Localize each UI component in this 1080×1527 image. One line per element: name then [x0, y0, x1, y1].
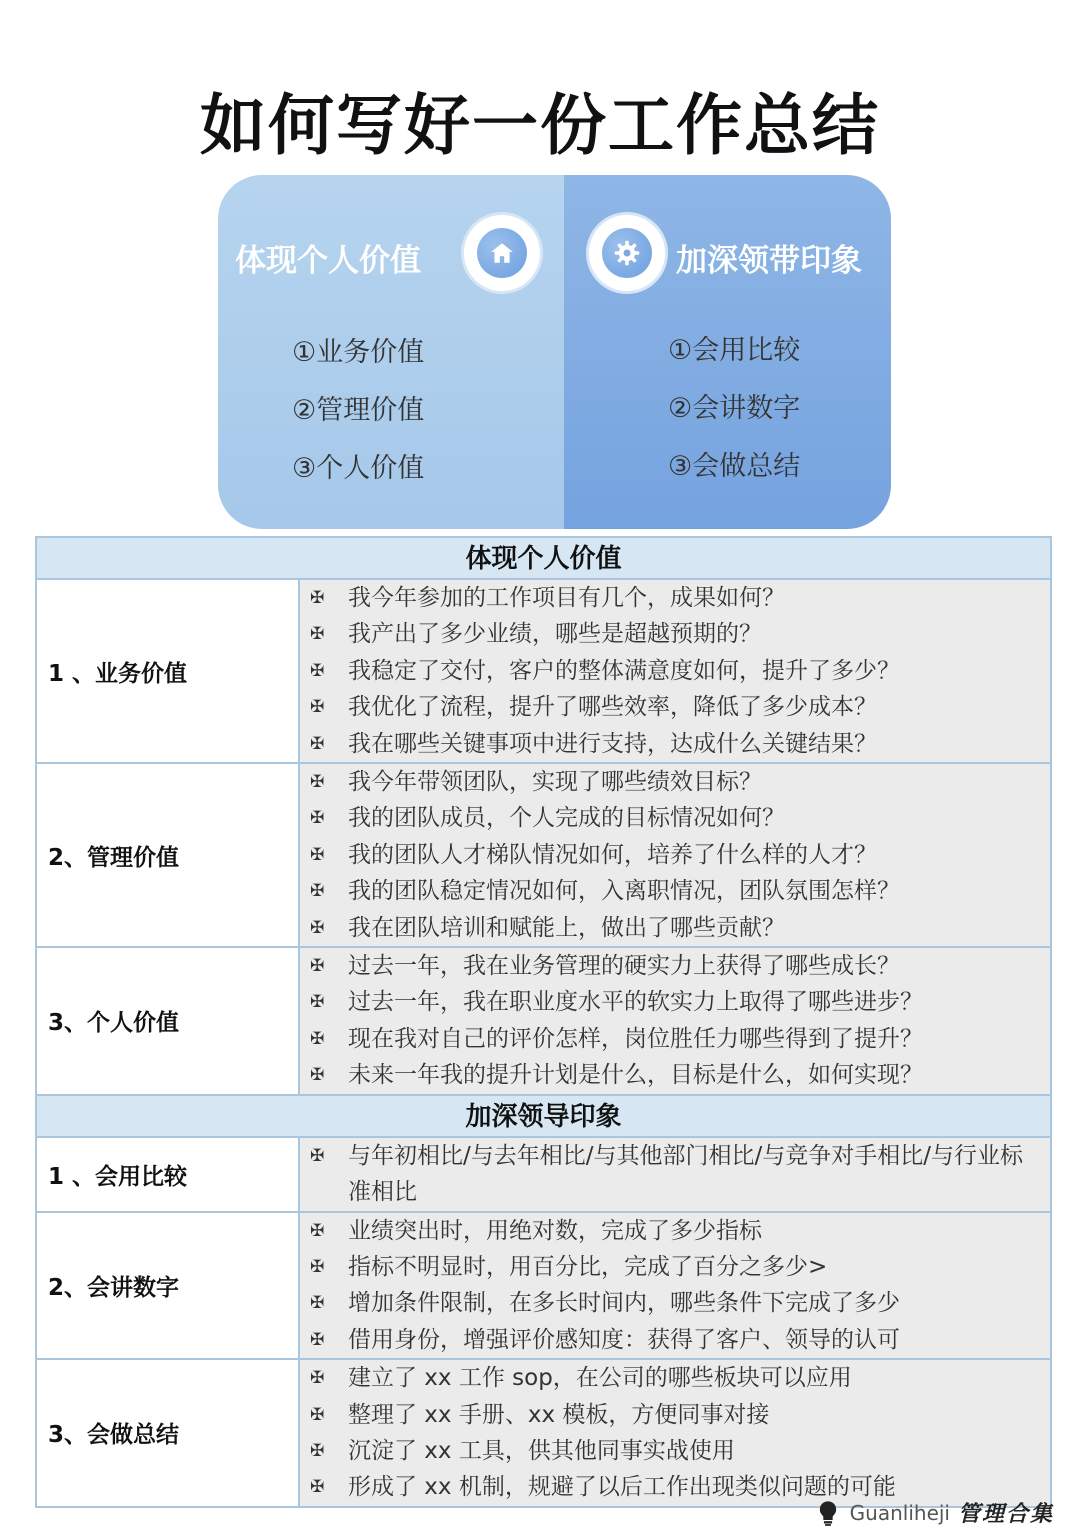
list-item: ✠ 我的团队成员，个人完成的目标情况如何？: [310, 800, 1050, 836]
table-row: [37, 1213, 1050, 1361]
cross-bullet-icon: ✠: [310, 992, 325, 1013]
summary-card-left: [218, 175, 564, 529]
page-title: 如何写好一份工作总结: [200, 86, 880, 164]
cross-bullet-icon: ✠: [310, 733, 325, 754]
row-items: [300, 948, 1050, 1094]
table-row: [37, 580, 1050, 764]
table-row: [37, 948, 1050, 1096]
table-row: [37, 1360, 1050, 1506]
summary-card: [218, 175, 891, 529]
footer-brand: [814, 1497, 1054, 1527]
list-item: ✠ 指标不明显时，用百分比，完成了百分之多少>: [310, 1249, 1050, 1285]
cross-bullet-icon: ✠: [310, 1404, 325, 1425]
cross-bullet-icon: ✠: [310, 1065, 325, 1086]
summary-table: [35, 536, 1052, 1508]
home-icon: [461, 212, 543, 294]
cross-bullet-icon: ✠: [310, 660, 325, 681]
list-item: ✠ 我的团队人才梯队情况如何，培养了什么样的人才？: [310, 837, 1050, 873]
list-item: ✠ 沉淀了 xx 工具，供其他同事实战使用: [310, 1433, 1050, 1469]
row-label: 2、会讲数字: [37, 1213, 300, 1359]
cross-bullet-icon: ✠: [310, 1368, 325, 1389]
list-item: ✠ 我的团队稳定情况如何，入离职情况，团队氛围怎样？: [310, 873, 1050, 909]
brand-cn: 管理合集: [957, 1501, 1054, 1527]
list-item: ✠ 未来一年我的提升计划是什么，目标是什么，如何实现？: [310, 1057, 1050, 1093]
lightbulb-icon: [814, 1499, 842, 1527]
row-items: [300, 1138, 1050, 1211]
left-heading: 体现个人价值: [235, 243, 421, 279]
gear-icon: [586, 212, 668, 294]
list-item: ✠ 我优化了流程，提升了哪些效率，降低了多少成本？: [310, 689, 1050, 725]
right-list: [668, 322, 800, 496]
cross-bullet-icon: ✠: [310, 1440, 325, 1461]
cross-bullet-icon: ✠: [310, 588, 325, 608]
row-label: 3、会做总结: [37, 1360, 300, 1506]
table-row: [37, 1138, 1050, 1213]
list-item: ✠ 形成了 xx 机制，规避了以后工作出现类似问题的可能: [310, 1469, 1050, 1505]
list-item: ②管理价值: [292, 395, 425, 426]
cross-bullet-icon: ✠: [310, 697, 325, 718]
cross-bullet-icon: ✠: [310, 844, 325, 865]
right-heading: 加深领带印象: [676, 243, 862, 279]
row-items: [300, 1213, 1050, 1359]
list-item: ✠ 过去一年，我在业务管理的硬实力上获得了哪些成长？: [310, 948, 1050, 984]
list-item: ✠ 过去一年，我在职业度水平的软实力上取得了哪些进步？: [310, 984, 1050, 1020]
list-item: ✠ 我今年带领团队，实现了哪些绩效目标？: [310, 764, 1050, 800]
left-list: [292, 324, 424, 498]
cross-bullet-icon: ✠: [310, 917, 325, 938]
list-item: ✠ 我在哪些关键事项中进行支持，达成什么关键结果？: [310, 726, 1050, 762]
summary-card-right: [564, 175, 891, 529]
list-item: ✠ 我今年参加的工作项目有几个，成果如何？: [310, 580, 1050, 616]
list-item: ✠ 借用身份，增强评价感知度：获得了客户、领导的认可: [310, 1322, 1050, 1358]
cross-bullet-icon: ✠: [310, 1293, 325, 1314]
cross-bullet-icon: ✠: [310, 1477, 325, 1498]
list-item: ③会做总结: [668, 451, 801, 482]
list-item: ✠ 我产出了多少业绩，哪些是超越预期的？: [310, 616, 1050, 652]
list-item: ✠ 增加条件限制，在多长时间内，哪些条件下完成了多少: [310, 1285, 1050, 1321]
row-items: [300, 1360, 1050, 1506]
row-label: 3、个人价值: [37, 948, 300, 1094]
row-label: 2、管理价值: [37, 764, 300, 946]
section-heading: 体现个人价值: [37, 538, 1050, 580]
cross-bullet-icon: ✠: [310, 1256, 325, 1277]
list-item: ①业务价值: [292, 337, 425, 368]
cross-bullet-icon: ✠: [310, 956, 325, 977]
list-item: ✠ 我稳定了交付，客户的整体满意度如何，提升了多少？: [310, 653, 1050, 689]
cross-bullet-icon: ✠: [310, 808, 325, 829]
list-item: ③个人价值: [292, 453, 425, 484]
list-item: ✠ 与年初相比/与去年相比/与其他部门相比/与竞争对手相比/与行业标准相比: [310, 1138, 1050, 1211]
list-item: ②会讲数字: [668, 393, 801, 424]
list-item: ✠ 现在我对自己的评价怎样，岗位胜任力哪些得到了提升？: [310, 1021, 1050, 1057]
table-row: [37, 764, 1050, 948]
list-item: ①会用比较: [668, 335, 801, 366]
cross-bullet-icon: ✠: [310, 624, 325, 645]
cross-bullet-icon: ✠: [310, 1329, 325, 1350]
section-heading: 加深领导印象: [37, 1096, 1050, 1138]
brand-en: Guanliheji: [849, 1500, 950, 1525]
cross-bullet-icon: ✠: [310, 1220, 325, 1241]
row-label: 1 、业务价值: [37, 580, 300, 762]
list-item: ✠ 整理了 xx 手册、xx 模板，方便同事对接: [310, 1397, 1050, 1433]
row-items: [300, 580, 1050, 762]
cross-bullet-icon: ✠: [310, 881, 325, 902]
list-item: ✠ 业绩突出时，用绝对数，完成了多少指标: [310, 1213, 1050, 1249]
row-items: [300, 764, 1050, 946]
cross-bullet-icon: ✠: [310, 1145, 325, 1166]
list-item: ✠ 建立了 xx 工作 sop，在公司的哪些板块可以应用: [310, 1360, 1050, 1396]
cross-bullet-icon: ✠: [310, 1028, 325, 1049]
cross-bullet-icon: ✠: [310, 772, 325, 793]
list-item: ✠ 我在团队培训和赋能上，做出了哪些贡献？: [310, 910, 1050, 946]
row-label: 1 、会用比较: [37, 1138, 300, 1211]
